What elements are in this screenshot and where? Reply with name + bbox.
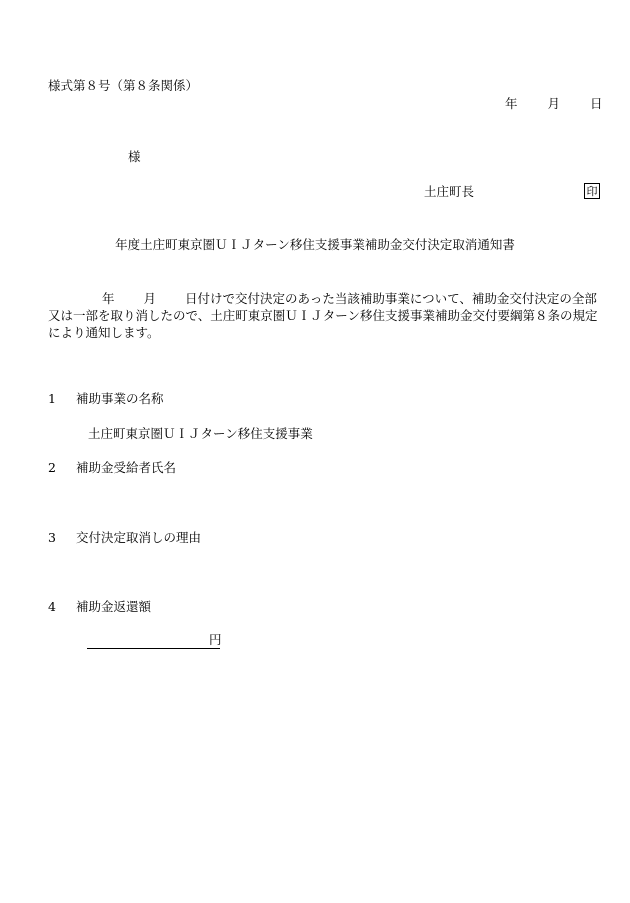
item-label: 交付決定取消しの理由 (76, 530, 202, 545)
notice-body (48, 290, 600, 341)
item-4 (48, 601, 151, 614)
seal-mark: 印 (584, 183, 600, 199)
body-text: 日付けで交付決定のあった当該補助事業について、補助金交付決定の全部又は一部を取り消したので、土庄町東京圏ＵＩＪターン移住支援事業補助金交付要綱第８条の規定により通知します。 (48, 291, 598, 340)
date-day: 日 (590, 96, 603, 111)
item-label: 補助金受給者氏名 (76, 460, 177, 475)
amount-underline (87, 634, 220, 649)
addressee-suffix: 様 (128, 149, 141, 164)
issuer-name: 土庄町長 (424, 184, 475, 199)
form-number: 様式第８号（第８条関係） (48, 78, 199, 93)
item-2 (48, 462, 176, 475)
document-title: 年度土庄町東京圏ＵＩＪターン移住支援事業補助金交付決定取消通知書 (115, 237, 515, 252)
project-name-value: 土庄町東京圏ＵＩＪターン移住支援事業 (88, 426, 313, 441)
item-label: 補助事業の名称 (76, 391, 164, 406)
date-month: 月 (547, 96, 561, 111)
amount-unit: 円 (209, 632, 222, 647)
item-number: 3 (48, 530, 56, 545)
item-number: 4 (48, 599, 56, 614)
date-year: 年 (505, 96, 518, 111)
item-1 (48, 393, 164, 406)
item-label: 補助金返還額 (76, 599, 152, 614)
body-year: 年 (102, 291, 115, 306)
item-number: 2 (48, 460, 56, 475)
item-3 (48, 532, 201, 545)
item-number: 1 (48, 391, 56, 406)
body-month: 月 (143, 291, 157, 306)
date-line (505, 98, 603, 111)
